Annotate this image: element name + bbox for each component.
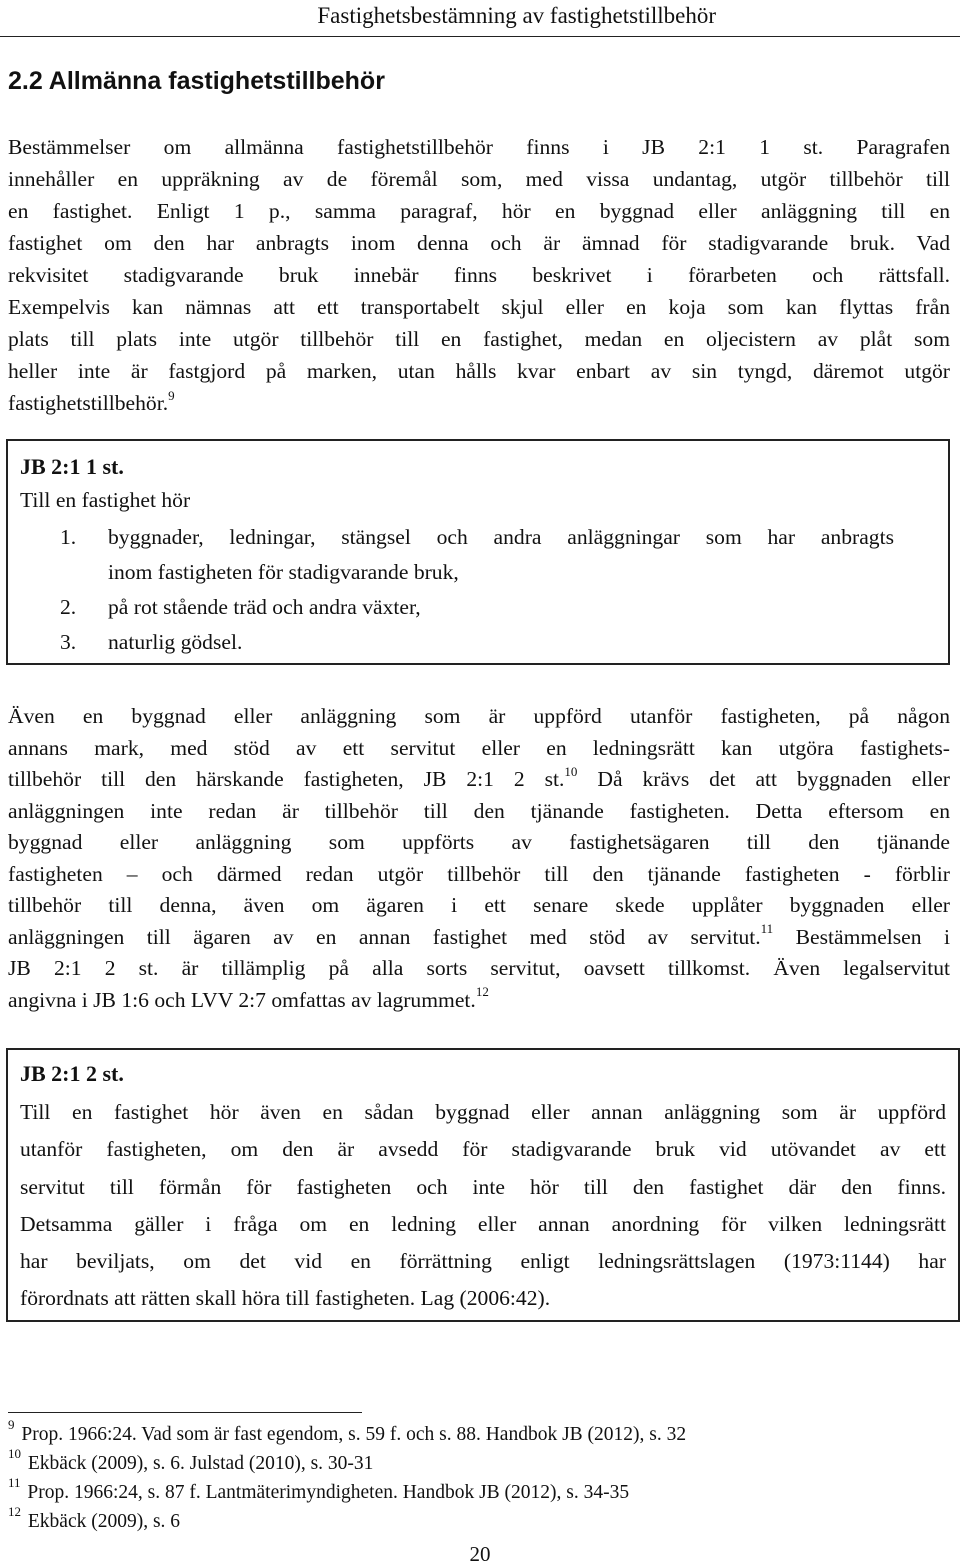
footnote-number: 10 [8, 1445, 21, 1461]
paragraph-line: Även en byggnad eller anläggning som är uppförd utanför fastigheten, på någon [8, 704, 950, 728]
paragraph-line: plats till plats inte utgör tillbehör till en fastighet, medan en oljecistern av plåt som [8, 327, 950, 351]
paragraph-servitude-accessories [8, 701, 950, 1016]
footnote-number: 12 [8, 1503, 21, 1519]
footnote-separator [8, 1412, 362, 1413]
paragraph-line: annans mark, med stöd av ett servitut eller en ledningsrätt kan utgöra fastighets- [8, 735, 950, 760]
paragraph-line: JB 2:1 2 st. är tillämplig på alla sorts servitut, oavsett tillkomst. Även legalservitut [8, 956, 950, 980]
paragraph-line-text: Bestämmelsen i [773, 924, 950, 949]
footnote-text: Ekbäck (2009), s. 6 [27, 1511, 181, 1532]
list-item-line: inom fastigheten för stadigvarande bruk, [108, 560, 459, 584]
law-quote-line: servitut till förmån för fastigheten och inte hör till den fastighet där den finns. [20, 1174, 946, 1199]
law-quote-line: Detsamma gäller i fråga om en ledning eller annan anordning för vilken ledningsrätt [20, 1211, 946, 1236]
page-number: 20 [469, 1542, 491, 1566]
list-item [60, 590, 894, 625]
list-item-line: byggnader, ledningar, stängsel och andra anläggningar som har anbragts [108, 525, 894, 549]
header-rule [0, 36, 960, 37]
law-quote-body [20, 1094, 946, 1318]
law-quote-box-jb-2-1-2 [6, 1048, 960, 1322]
law-quote-box-jb-2-1-1 [6, 439, 950, 665]
law-quote-line: har beviljats, om det vid en förrättning enligt ledningsrättslagen (1973:1144) har [20, 1249, 946, 1274]
list-item [60, 625, 894, 660]
footnote-number: 11 [8, 1474, 21, 1490]
list-item-number: 3. [60, 630, 77, 654]
paragraph-line: en fastighet. Enligt 1 p., samma paragraf, hör en byggnad eller anläggning till en [8, 199, 950, 223]
paragraph-line: tillbehör till denna, även om ägaren i ett senare skede upplåter byggnaden eller [8, 893, 950, 917]
paragraph-line: byggnad eller anläggning som uppförts av fastighetsägaren till den tjänande [8, 830, 950, 854]
footnotes-list [8, 1416, 687, 1536]
section-heading: 2.2 Allmänna fastighetstillbehör [8, 67, 385, 95]
paragraph-line-text: fastighetstillbehör. [8, 391, 169, 415]
law-quote-line: utanför fastigheten, om den är avsedd för stadigvarande bruk vid utövandet av ett [20, 1137, 946, 1162]
footnote-ref-10[interactable]: 10 [564, 763, 578, 779]
paragraph-line: innehåller en uppräkning av de föremål som, med vissa undantag, utgör tillbehör till [8, 167, 950, 191]
paragraph-line [8, 922, 950, 954]
paragraph-line: Bestämmelser om allmänna fastighetstillbehör finns i JB 2:1 1 st. Paragrafen [8, 135, 950, 159]
list-item-line: på rot stående träd och andra växter, [108, 595, 421, 619]
list-item-number: 1. [60, 525, 77, 549]
law-quote-intro: Till en fastighet hör [20, 488, 191, 512]
footnote [8, 1503, 686, 1536]
paragraph-line: anläggningen inte redan är tillbehör till den tjänande fastigheten. Detta eftersom en [8, 798, 950, 823]
paragraph-line: Exempelvis kan nämnas att ett transportabelt skjul eller en koja som kan flyttas från [8, 295, 950, 319]
paragraph-line: fastigheten – och därmed redan utgör tillbehör till den tjänande fastigheten - förblir [8, 861, 950, 886]
paragraph-line: heller inte är fastgjord på marken, utan hålls kvar enbart av sin tyngd, däremot utgör [8, 359, 950, 383]
footnote-text: Prop. 1966:24, s. 87 f. Lantmäterimyndigheten. Handbok JB (2012), s. 34-35 [27, 1482, 630, 1503]
law-quote-line: Till en fastighet hör även en sådan byggnad eller annan anläggning som är uppförd [20, 1100, 946, 1124]
paragraph-general-accessories [8, 131, 950, 419]
footnote-ref-9[interactable]: 9 [168, 387, 175, 403]
footnote-text: Prop. 1966:24. Vad som är fast egendom, s. 59 f. och s. 88. Handbok JB (2012), s. 32 [21, 1424, 687, 1445]
footnote [8, 1474, 686, 1507]
footnote-ref-11[interactable]: 11 [760, 921, 774, 937]
paragraph-line-text: Då krävs det att byggnaden eller [577, 767, 950, 791]
paragraph-line [8, 387, 950, 419]
paragraph-line [8, 985, 950, 1017]
running-header: Fastighetsbestämning av fastighetstillbehör [317, 3, 716, 28]
paragraph-line-text: anläggningen till ägaren av en annan fastighet med stöd av servitut. [8, 924, 761, 949]
paragraph-line: rekvisitet stadigvarande bruk innebär finns beskrivet i förarbeten och rättsfall. [8, 263, 950, 287]
paragraph-line: fastighet om den har anbragts inom denna och är ämnad för stadigvarande bruk. Vad [8, 231, 950, 255]
paragraph-line-text: angivna i JB 1:6 och LVV 2:7 omfattas av lagrummet. [8, 987, 476, 1012]
law-quote-title: JB 2:1 2 st. [20, 1061, 124, 1086]
list-item [60, 520, 894, 590]
list-item-number: 2. [60, 595, 77, 619]
footnote-text: Ekbäck (2009), s. 6. Julstad (2010), s. 30-31 [27, 1453, 374, 1474]
footnote-number: 9 [8, 1416, 15, 1432]
footnote-ref-12[interactable]: 12 [475, 984, 489, 1000]
list-item-line: naturlig gödsel. [108, 630, 243, 654]
law-quote-line: förordnats att rätten skall höra till fastigheten. Lag (2006:42). [20, 1286, 551, 1311]
footnote [8, 1445, 686, 1478]
footnote [8, 1416, 687, 1449]
paragraph-line [8, 764, 950, 796]
law-quote-list [60, 520, 894, 660]
law-quote-title: JB 2:1 1 st. [20, 454, 124, 479]
paragraph-line-text: tillbehör till den härskande fastigheten, JB 2:1 2 st. [8, 767, 565, 791]
